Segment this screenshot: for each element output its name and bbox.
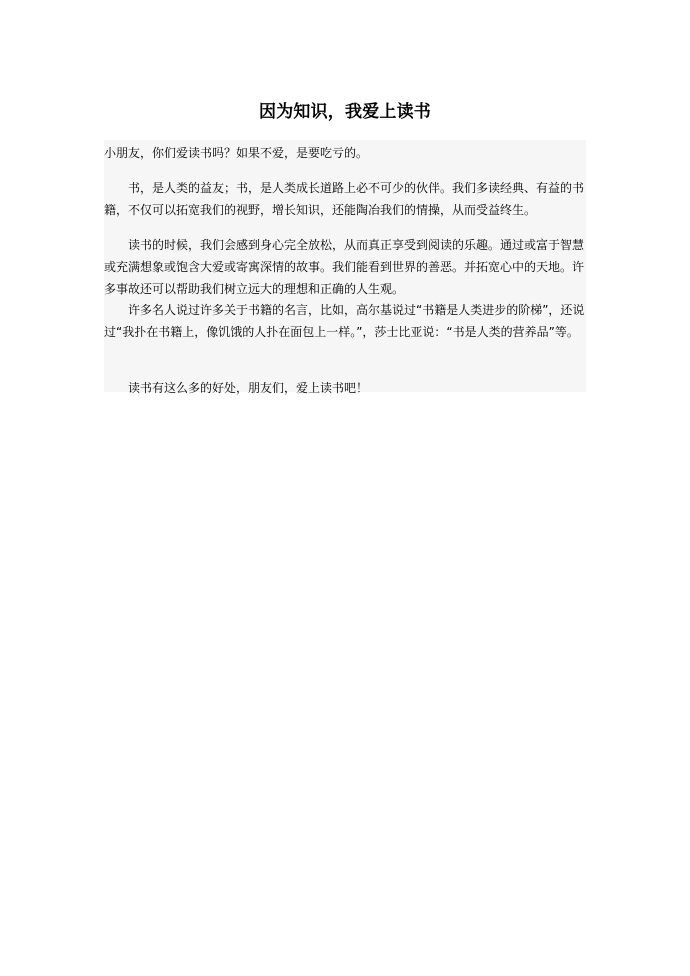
article-body [104, 140, 586, 395]
page-title: 因为知识，我爱上读书 [259, 102, 431, 122]
paragraph-famous-quotes: 许多名人说过许多关于书籍的名言，比如，高尔基说过“书籍是人类进步的阶梯”，还说过“我扑在书籍上，像饥饿的人扑在面包上一样。”，莎士比亚说：“书是人类的营养品”等。 [104, 303, 585, 339]
paragraph-reading-joy: 读书的时候，我们会感到身心完全放松，从而真正享受到阅读的乐趣。通过或富于智慧或充满想象或饱含大爱或寄寓深情的故事。我们能看到世界的善恶。并拓宽心中的天地。许多事故还可以帮助我们树立远大的理想和正确的人生观。 [104, 238, 585, 296]
paragraph-books-as-friends: 书，是人类的益友；书，是人类成长道路上必不可少的伙伴。我们多读经典、有益的书籍，不仅可以拓宽我们的视野，增长知识，还能陶冶我们的情操，从而受益终生。 [104, 181, 585, 217]
paragraph-conclusion: 读书有这么多的好处，朋友们，爱上读书吧！ [128, 381, 369, 395]
paragraph-intro: 小朋友，你们爱读书吗？如果不爱，是要吃亏的。 [104, 146, 369, 160]
